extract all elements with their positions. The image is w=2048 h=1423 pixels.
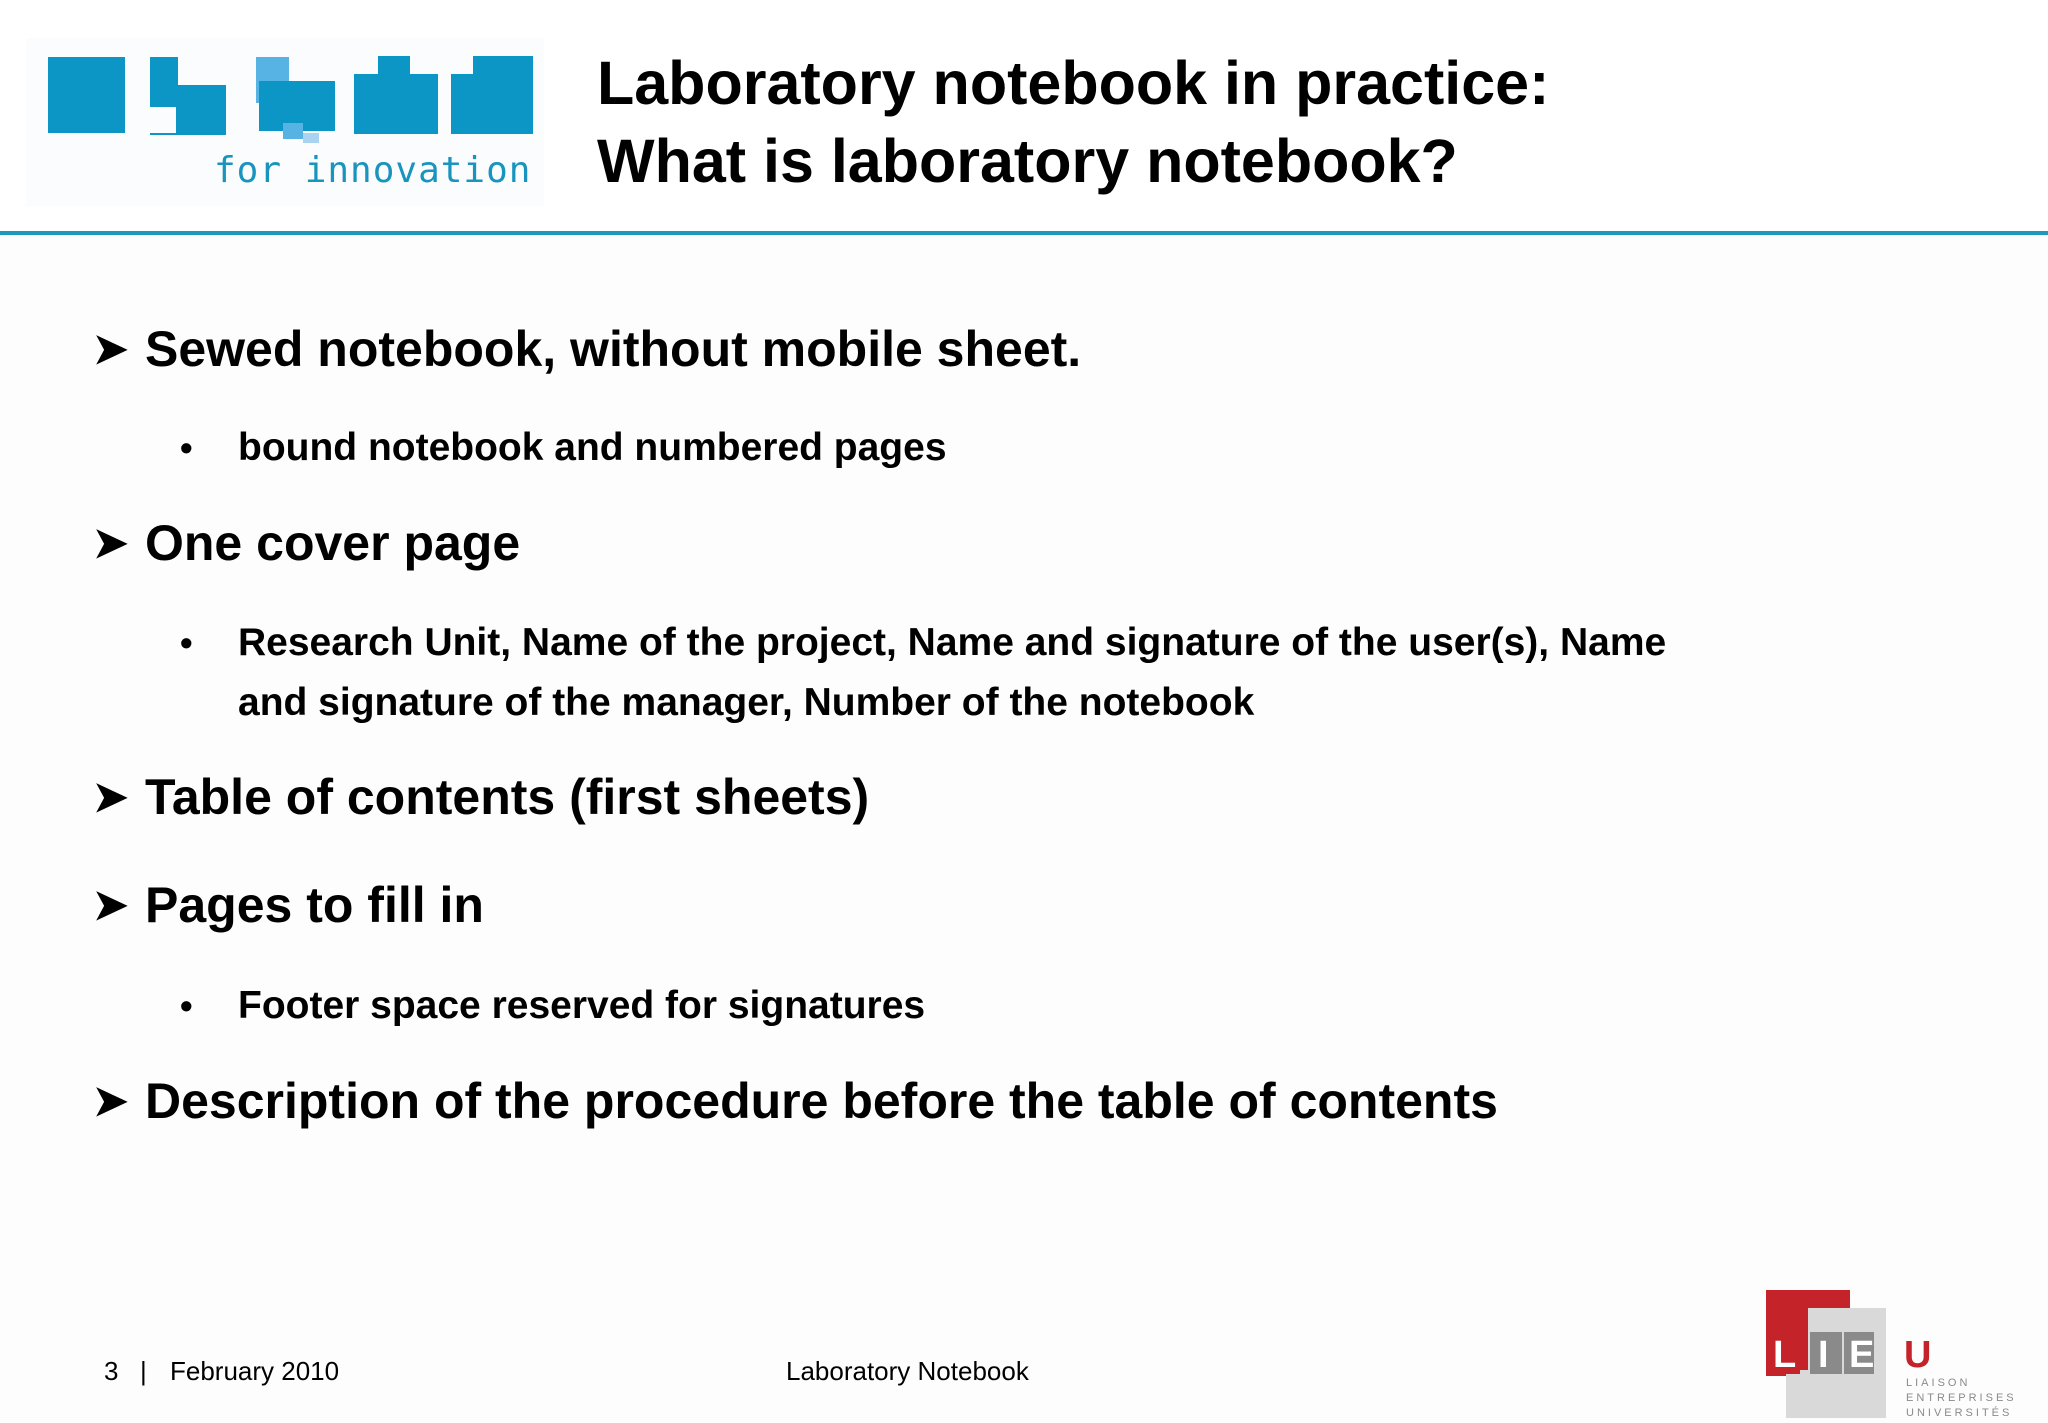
sub-bullet-item xyxy=(180,418,947,481)
bullet-text: Pages to fill in xyxy=(145,877,484,933)
arrow-bullet-icon: ➤ xyxy=(93,1077,129,1124)
bullet-item xyxy=(93,1072,1498,1130)
bullet-text: Description of the procedure before the table of contents xyxy=(145,1073,1498,1129)
sub-bullet-text: Footer space reserved for signatures xyxy=(238,984,926,1027)
header-divider xyxy=(0,231,2048,235)
slide-title xyxy=(597,44,1997,200)
footer-separator: | xyxy=(140,1356,147,1386)
sub-bullet-text: Research Unit, Name of the project, Name and signature of the user(s), Name xyxy=(238,621,1667,664)
lieu-word: ENTREPRISES xyxy=(1906,1392,2017,1404)
bullet-text: Table of contents (first sheets) xyxy=(145,769,870,825)
lieu-word: LIAISON xyxy=(1906,1377,1971,1389)
arrow-bullet-icon: ➤ xyxy=(93,519,129,566)
bullet-text: Sewed notebook, without mobile sheet. xyxy=(145,321,1082,377)
page-number: 3 xyxy=(104,1356,119,1386)
logo-tagline: for innovation xyxy=(214,150,532,191)
footer-title: Laboratory Notebook xyxy=(786,1356,1029,1386)
bullet-item xyxy=(93,514,520,572)
lieu-word: UNIVERSITÉS xyxy=(1906,1407,2013,1418)
lieu-letter: E xyxy=(1849,1334,1875,1376)
dot-bullet-icon: • xyxy=(180,622,193,663)
arrow-bullet-icon: ➤ xyxy=(93,325,129,372)
bullet-text: One cover page xyxy=(145,515,521,571)
title-line-2: What is laboratory notebook? xyxy=(597,127,1458,195)
title-line-1: Laboratory notebook in practice: xyxy=(597,49,1550,117)
lieu-logo xyxy=(1766,1290,2034,1423)
sub-bullet-text: bound notebook and numbered pages xyxy=(238,426,947,469)
sub-bullet-item xyxy=(180,976,925,1039)
innovation-logo xyxy=(26,38,544,206)
dot-bullet-icon: • xyxy=(180,985,193,1026)
bullet-item xyxy=(93,876,484,934)
lieu-letter: I xyxy=(1818,1334,1829,1376)
dot-bullet-icon: • xyxy=(180,427,193,468)
lieu-letter: L xyxy=(1773,1334,1797,1376)
arrow-bullet-icon: ➤ xyxy=(93,773,129,820)
footer-date: February 2010 xyxy=(170,1356,340,1386)
bullet-item xyxy=(93,320,1081,378)
sub-bullet-item xyxy=(180,613,1666,733)
bullet-item xyxy=(93,768,869,826)
slide-header xyxy=(0,0,2048,232)
lieu-letter: U xyxy=(1904,1334,1932,1376)
sub-bullet-text: and signature of the manager, Number of the notebook xyxy=(238,681,1255,724)
arrow-bullet-icon: ➤ xyxy=(93,881,129,928)
lieu-logo-icon xyxy=(1766,1290,2034,1418)
